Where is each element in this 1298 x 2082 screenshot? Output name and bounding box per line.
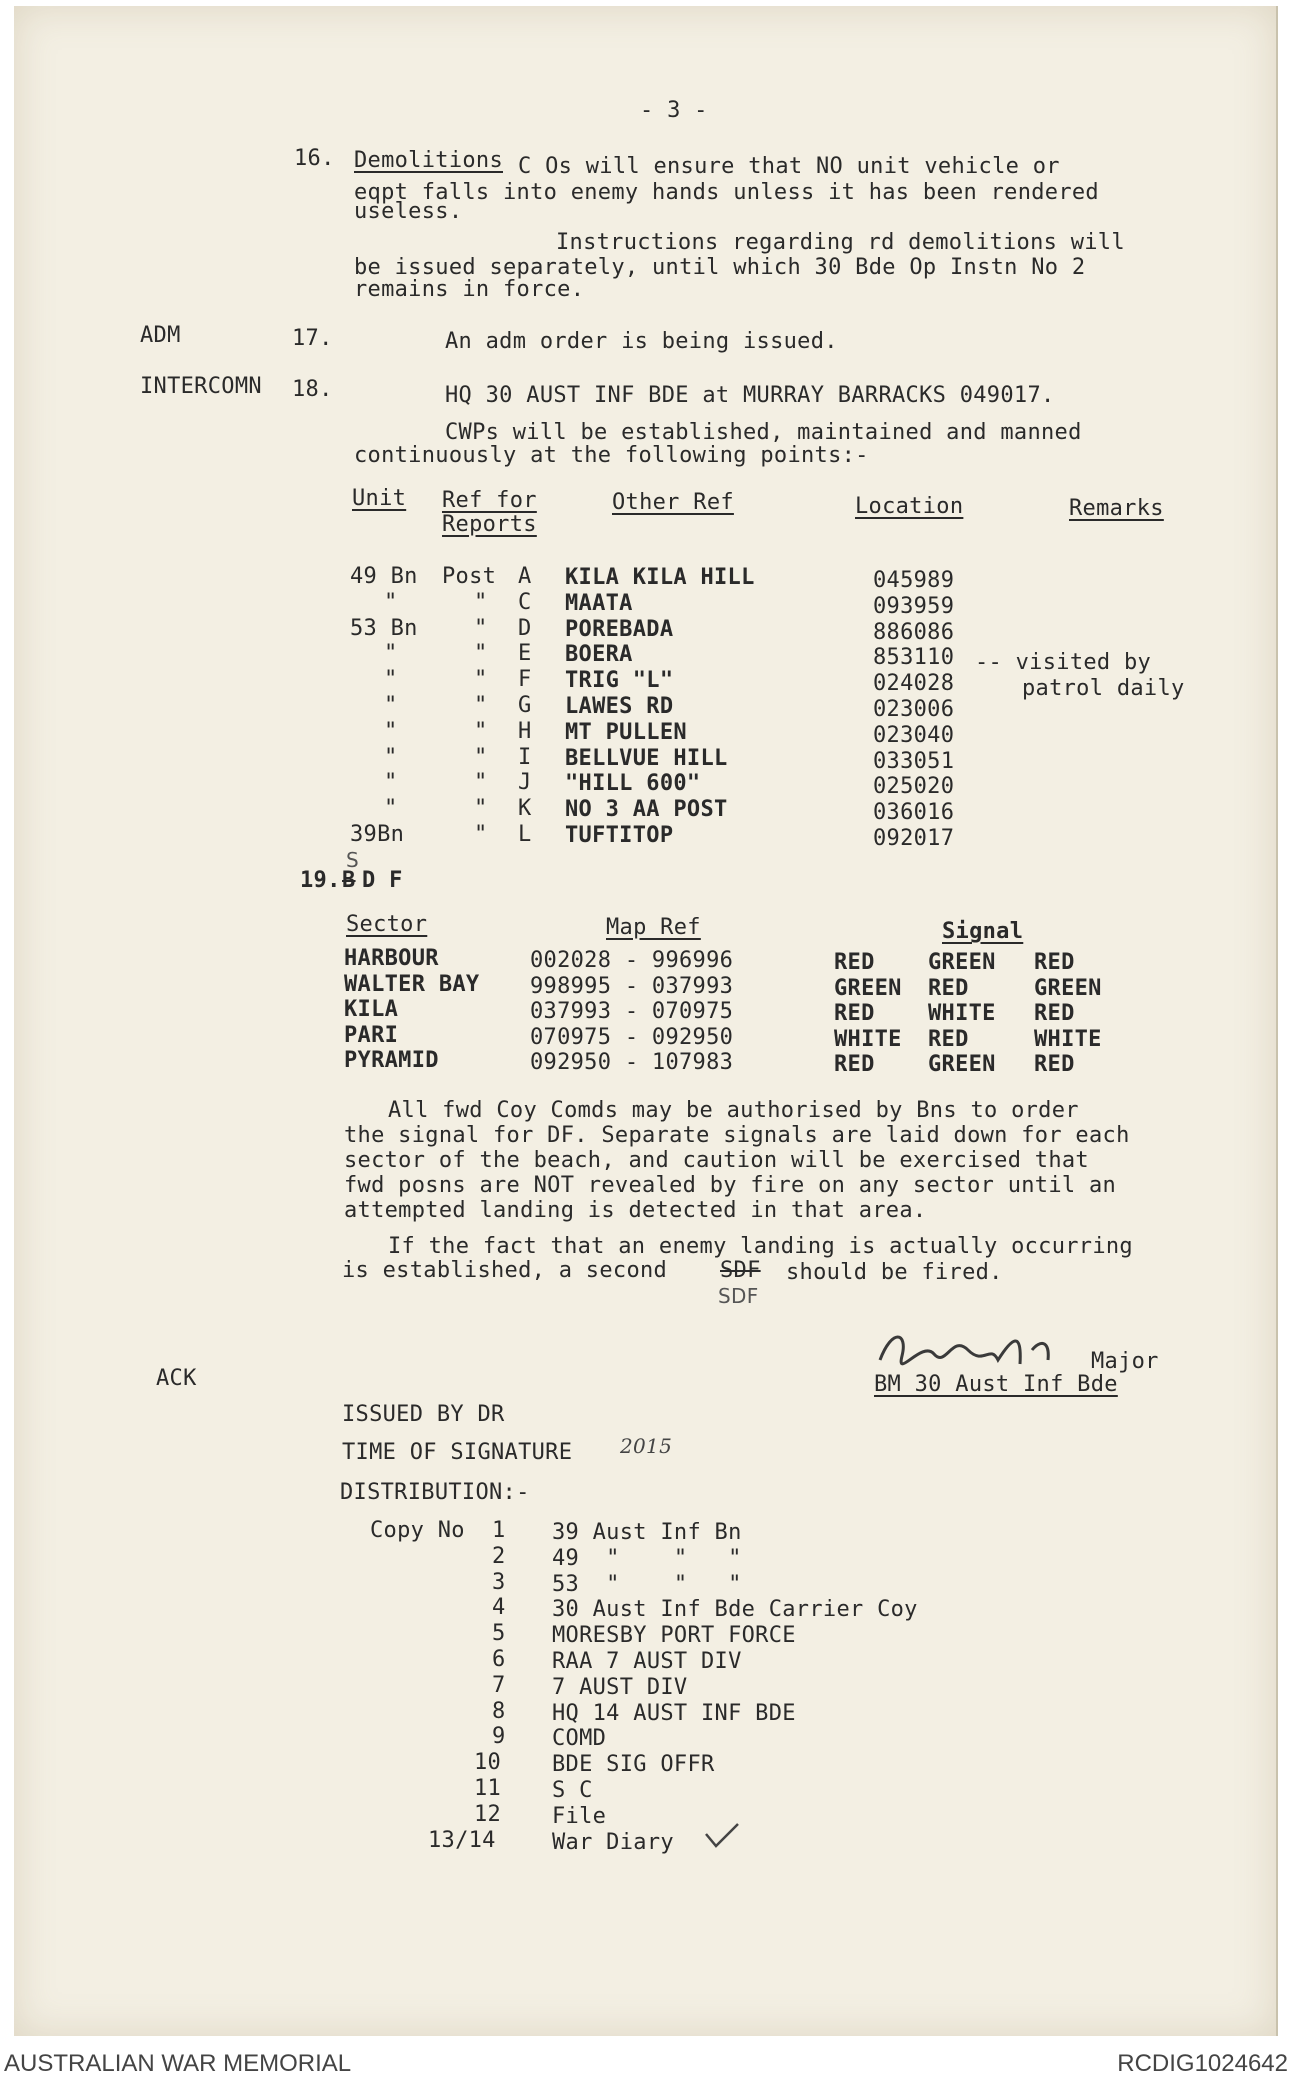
df-signal: RED (1034, 1001, 1075, 1026)
cwp-unit: " (384, 693, 398, 718)
para17-text: An adm order is being issued. (445, 329, 838, 354)
para18-line: continuously at the following points:- (354, 443, 869, 468)
para19-line: All fwd Coy Comds may be authorised by Bns to order (388, 1098, 1079, 1123)
cwp-post: Post (442, 564, 497, 589)
signature-title: BM 30 Aust Inf Bde (874, 1372, 1118, 1397)
cwp-ref: E (518, 641, 532, 667)
cwp-other-ref: BELLVUE HILL (565, 745, 728, 771)
para16-number: 16. (294, 146, 335, 171)
cwp-header-other: Other Ref (612, 490, 734, 515)
cwp-header-remarks: Remarks (1069, 496, 1164, 521)
distribution-recipient: 39 Aust Inf Bn (552, 1520, 742, 1545)
df-header-signal: Signal (942, 919, 1024, 944)
cwp-location: 023006 (873, 697, 955, 722)
df-signal: RED (834, 950, 875, 975)
cwp-unit: " (384, 589, 398, 615)
cwp-remark: patrol daily (1022, 676, 1185, 701)
distribution-recipient: 53 " " " (552, 1571, 742, 1597)
signature-scribble (872, 1320, 1072, 1380)
cwp-ref: K (518, 796, 532, 822)
cwp-post: " (474, 770, 488, 796)
cwp-unit: " (384, 770, 398, 796)
cwp-other-ref: POREBADA (565, 616, 674, 642)
distribution-copy-number: 6 (492, 1647, 506, 1672)
para19-line: fwd posns are NOT revealed by fire on any sector until an (344, 1173, 1117, 1198)
cwp-ref: J (518, 770, 532, 796)
cwp-location: 033051 (873, 748, 955, 774)
distribution-copy-number: 13/14 (428, 1827, 496, 1853)
cwp-ref: I (518, 744, 532, 770)
check-mark-icon (702, 1820, 742, 1850)
para16-line: be issued separately, until which 30 Bde Op Instn No 2 (354, 255, 1086, 280)
distribution-recipient: File (552, 1803, 607, 1829)
cwp-post: " (474, 693, 488, 718)
para18-label: INTERCOMN (140, 374, 262, 399)
cwp-ref: C (518, 589, 532, 615)
cwp-ref: G (518, 693, 532, 718)
cwp-post: " (474, 718, 488, 744)
cwp-unit: " (384, 667, 398, 693)
cwp-post: " (474, 589, 488, 615)
df-header-sector: Sector (346, 912, 428, 937)
para19-title: D F (362, 868, 403, 893)
ack-label: ACK (156, 1366, 197, 1391)
para19-line-end: should be fired. (786, 1260, 1003, 1285)
df-sector: PYRAMID (344, 1048, 439, 1073)
df-signal: GREEN (928, 1052, 996, 1077)
cwp-header-ref: Ref for (442, 488, 537, 513)
cwp-ref: H (518, 718, 532, 744)
footer-left: AUSTRALIAN WAR MEMORIAL (4, 2050, 352, 2077)
distribution-recipient: COMD (552, 1726, 607, 1752)
distribution-copy-number: 5 (492, 1621, 506, 1647)
distribution-recipient: RAA 7 AUST DIV (552, 1649, 742, 1674)
cwp-header-ref: Reports (442, 512, 537, 537)
para19-line: sector of the beach, and caution will be exercised that (344, 1148, 1089, 1173)
cwp-other-ref: LAWES RD (565, 694, 674, 719)
distribution-copy-number: 7 (492, 1672, 506, 1698)
distribution-copy-number: 8 (492, 1698, 506, 1724)
cwp-other-ref: KILA KILA HILL (565, 565, 755, 590)
signature-rank: Major (1091, 1349, 1159, 1374)
para16-line: remains in force. (354, 277, 585, 302)
df-signal: RED (1034, 1052, 1075, 1077)
cwp-post: " (474, 796, 488, 822)
distribution-copy-number: 2 (492, 1543, 506, 1569)
distribution-recipient: 49 " " " (552, 1545, 742, 1571)
cwp-post: " (474, 667, 488, 693)
distribution-recipient: 30 Aust Inf Bde Carrier Coy (552, 1597, 918, 1623)
copy-label: Copy No (370, 1518, 465, 1543)
handwritten-sdf: SDF (718, 1284, 759, 1308)
cwp-other-ref: "HILL 600" (565, 771, 701, 797)
df-header-mapref: Map Ref (606, 915, 701, 940)
cwp-unit: " (384, 718, 398, 744)
df-map-ref: 092950 - 107983 (530, 1050, 734, 1075)
cwp-location: 023040 (873, 722, 955, 748)
df-sector: PARI (344, 1022, 399, 1048)
page-number: - 3 - (640, 98, 708, 123)
df-signal: WHITE (1034, 1026, 1102, 1052)
df-signal: WHITE (834, 1026, 902, 1052)
cwp-other-ref: MT PULLEN (565, 719, 687, 745)
distribution-recipient: HQ 14 AUST INF BDE (552, 1700, 796, 1726)
cwp-other-ref: TUFTITOP (565, 823, 674, 848)
cwp-location: 886086 (873, 619, 955, 645)
cwp-other-ref: BOERA (565, 642, 633, 668)
cwp-unit: " (384, 796, 398, 822)
para16-line: eqpt falls into enemy hands unless it has been rendered (354, 180, 1099, 205)
cwp-remark: -- visited by (975, 650, 1152, 675)
para16-line: Instructions regarding rd demolitions will (556, 230, 1125, 255)
cwp-unit: 53 Bn (350, 615, 418, 641)
distribution-label: DISTRIBUTION:- (340, 1480, 530, 1505)
df-sector: WALTER BAY (344, 971, 480, 997)
df-sector: KILA (344, 997, 399, 1022)
cwp-location: 024028 (873, 671, 955, 697)
cwp-ref: F (518, 667, 532, 693)
cwp-location: 093959 (873, 593, 955, 619)
df-signal: RED (928, 975, 969, 1001)
para19-strike: B (342, 868, 356, 893)
cwp-unit: " (384, 641, 398, 667)
para17-number: 17. (292, 326, 333, 351)
cwp-ref: A (518, 564, 532, 589)
para18-line: HQ 30 AUST INF BDE at MURRAY BARRACKS 049017. (445, 383, 1055, 408)
cwp-header-location: Location (855, 494, 964, 519)
cwp-unit: " (384, 744, 398, 770)
cwp-other-ref: NO 3 AA POST (565, 797, 728, 823)
cwp-unit: 39Bn (350, 822, 405, 847)
df-signal: GREEN (928, 950, 996, 975)
distribution-recipient: 7 AUST DIV (552, 1674, 688, 1700)
cwp-ref: L (518, 822, 532, 847)
footer-right: RCDIG1024642 (1117, 2050, 1288, 2077)
df-signal: GREEN (1034, 975, 1102, 1001)
cwp-other-ref: MAATA (565, 590, 633, 616)
distribution-copy-number: 4 (492, 1595, 506, 1621)
cwp-location: 036016 (873, 800, 955, 826)
distribution-copy-number: 9 (492, 1724, 506, 1750)
df-signal: RED (1034, 950, 1075, 975)
cwp-header-unit: Unit (352, 486, 407, 511)
df-map-ref: 998995 - 037993 (530, 973, 734, 999)
distribution-recipient: MORESBY PORT FORCE (552, 1623, 796, 1649)
df-map-ref: 070975 - 092950 (530, 1024, 734, 1050)
para16-heading: Demolitions (354, 148, 503, 173)
para19-line: is established, a second (342, 1258, 668, 1283)
cwp-unit: 49 Bn (350, 564, 418, 589)
para16-line: C Os will ensure that NO unit vehicle or (518, 154, 1060, 179)
cwp-location: 092017 (873, 826, 955, 851)
para19-number: 19. (300, 868, 341, 893)
para16-line: useless. (354, 199, 463, 224)
df-signal: RED (834, 1052, 875, 1077)
df-signal: WHITE (928, 1001, 996, 1026)
distribution-recipient: BDE SIG OFFR (552, 1752, 715, 1778)
distribution-copy-number: 10 (474, 1750, 502, 1776)
para18-line: CWPs will be established, maintained and manned (445, 420, 1082, 445)
df-signal: RED (928, 1026, 969, 1052)
issued-by: ISSUED BY DR (342, 1402, 505, 1427)
df-map-ref: 002028 - 996996 (530, 948, 734, 973)
para18-number: 18. (292, 377, 333, 402)
para17-label: ADM (140, 323, 181, 348)
cwp-location: 853110 (873, 645, 955, 671)
distribution-copy-number: 12 (474, 1801, 502, 1827)
df-signal: GREEN (834, 975, 902, 1001)
cwp-post: " (474, 615, 488, 641)
para19-line: If the fact that an enemy landing is actually occurring (388, 1234, 1133, 1259)
footer-bar (0, 2046, 1298, 2082)
distribution-recipient: War Diary (552, 1829, 674, 1855)
time-of-signature: TIME OF SIGNATURE (342, 1440, 573, 1465)
df-sector: HARBOUR (344, 946, 439, 971)
df-map-ref: 037993 - 070975 (530, 999, 734, 1024)
df-signal: RED (834, 1001, 875, 1026)
cwp-post: " (474, 641, 488, 667)
distribution-recipient: S C (552, 1778, 593, 1803)
distribution-copy-number: 11 (474, 1776, 502, 1801)
cwp-post: " (474, 822, 488, 847)
distribution-copy-number: 1 (492, 1518, 506, 1543)
time-handwritten: 2015 (620, 1434, 673, 1458)
cwp-ref: D (518, 615, 532, 641)
distribution-copy-number: 3 (492, 1569, 506, 1595)
cwp-other-ref: TRIG "L" (565, 668, 674, 694)
cwp-post: " (474, 744, 488, 770)
para19-struck-word: SDF (720, 1258, 761, 1283)
para19-line: the signal for DF. Separate signals are laid down for each (344, 1123, 1130, 1148)
para19-correction: S (346, 848, 359, 872)
para19-line: attempted landing is detected in that area. (344, 1198, 927, 1223)
cwp-location: 025020 (873, 774, 955, 800)
cwp-location: 045989 (873, 568, 955, 593)
